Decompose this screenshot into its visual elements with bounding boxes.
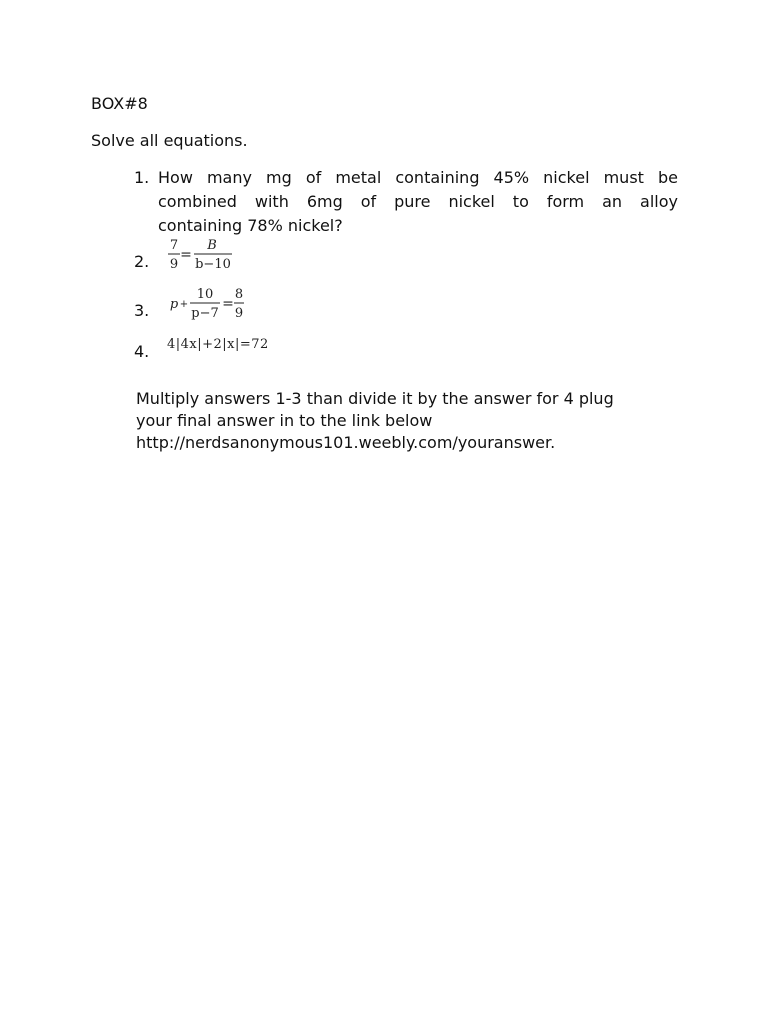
answer-link-text: http://nerdsanonymous101.weebly.com/youranswer. (136, 433, 556, 452)
eq2-right-denominator: b−10 (195, 257, 231, 272)
eq2-left-numerator: 7 (169, 238, 179, 253)
eq2-left-denominator: 9 (169, 257, 179, 272)
question-1-line-2: combined with 6mg of pure nickel to form an alloy (158, 192, 678, 211)
question-1-line-3: containing 78% nickel? (158, 216, 343, 235)
eq2-equals: = (180, 247, 192, 263)
eq3-equals: = (222, 296, 234, 312)
question-2-number: 2. (134, 252, 150, 271)
eq3-right-numerator: 8 (234, 287, 244, 302)
eq2-right-numerator: B (207, 238, 217, 253)
question-4-number: 4. (134, 342, 150, 361)
closing-line-2: your final answer in to the link below (136, 411, 433, 430)
question-4-equation: 4|4x|+2|x|=72 (167, 337, 269, 352)
question-1-text (158, 166, 678, 238)
closing-line-1: Multiply answers 1-3 than divide it by the answer for 4 plug (136, 389, 614, 408)
eq3-plus: + (179, 299, 189, 310)
eq3-denominator: p−7 (191, 306, 219, 321)
question-1-number: 1. (134, 168, 150, 187)
instruction-text: Solve all equations. (91, 131, 248, 150)
question-3-equation (168, 285, 258, 325)
eq3-right-denominator: 9 (234, 306, 244, 321)
closing-paragraph (136, 388, 676, 454)
box-title: BOX#8 (91, 94, 148, 113)
question-2-equation (166, 236, 246, 276)
question-1-line-1: How many mg of metal containing 45% nickel must be (158, 168, 678, 187)
eq3-numerator: 10 (196, 287, 214, 302)
question-3-number: 3. (134, 301, 150, 320)
eq3-term: p (169, 297, 179, 312)
